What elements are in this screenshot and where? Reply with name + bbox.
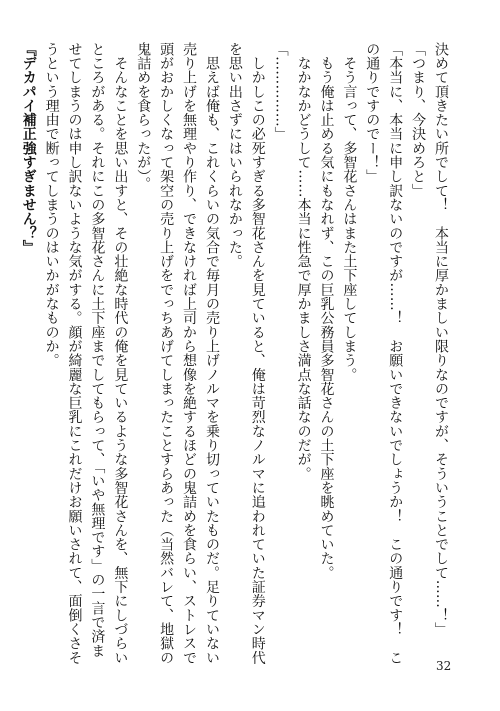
body-text	[17, 42, 452, 665]
text-line-6: もう俺は止める気にもなれず、この巨乳公務員多智花さんの土下座を眺めていた。	[318, 42, 335, 580]
text-line-5: そう言って、多智花さんはまた土下座してしまう。	[341, 42, 358, 382]
text-line-1: 決めて頂きたい所でして！ 本当に厚かましい限りなのですが、そういうことでして……！」	[433, 42, 449, 637]
text-line-3: 「本当に、本当に申し訳ないのですが……！ お願いできないでしょうか！ この通りです！ こ	[387, 42, 404, 665]
text-line-18: うという理由で断ってしまうのはいかがなものか。	[43, 42, 60, 368]
text-line-14: 鬼詰めを食らったが）。	[135, 42, 152, 191]
text-line-7: なかなかどうして……本当に性急で厚かましさ満点な話なのだが。	[295, 42, 312, 481]
text-line-9: しかしこの必死すぎる多智花さんを見ていると、俺は苛烈なノルマに追われていた証券マン時代	[249, 42, 266, 665]
text-line-11: 思えば俺も、これくらいの気合で毎月の売り上げノルマを乗り切っていたものだ。足りていない	[203, 42, 220, 665]
text-line-4: の通りですのでー！」	[364, 42, 381, 184]
text-line-12: 売り上げを無理やり作り、できなければ上司から想像を絶するほどの鬼詰めを食らい、ストレスで	[181, 42, 198, 665]
text-line-2: 「つまり、今決めろと」	[410, 42, 427, 198]
text-line-10: を思い出さずにはいられなかった。	[226, 42, 243, 269]
text-line-17: せてしまうのは申し訳ないような気がする。顔が綺麗な巨乳にこれだけお願いされて、面倒くさそ	[66, 42, 83, 665]
text-line-16: ところがある。それにこの多智花さんに土下座までしてもらって、「いや無理です」の一言で済ま	[89, 42, 106, 658]
text-line-19-emphasis: 『デカパイ補正強すぎません？』	[20, 42, 37, 255]
text-line-8: 「……………」	[272, 42, 289, 142]
text-line-15: そんなことを思い出すと、その壮絶な時代の俺を見ているような多智花さんを、無下にしづらい	[112, 42, 129, 665]
text-line-13: 頭がおかしくなって架空の売り上げをでっちあげてしまったことすらあった（当然バレて、地獄の	[158, 42, 175, 665]
page-number: 32	[436, 659, 452, 673]
